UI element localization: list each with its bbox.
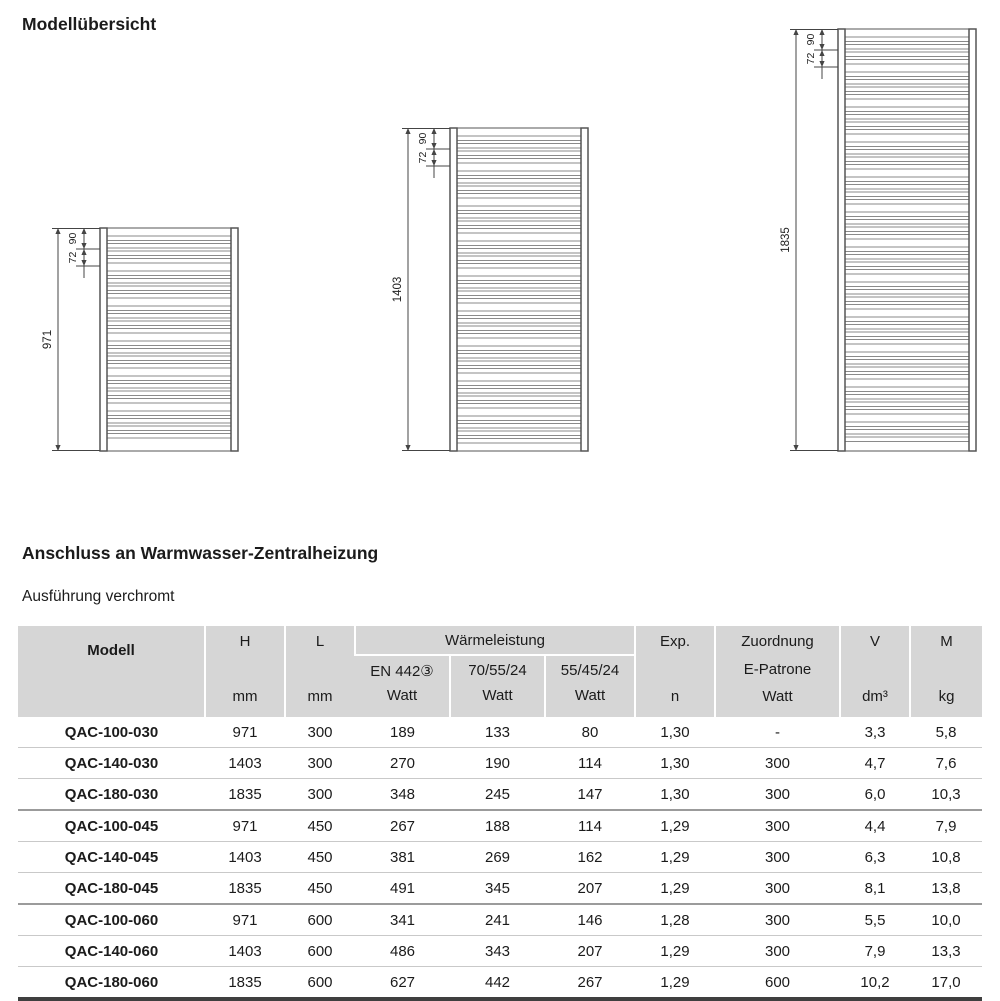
cell-zuordnung: 300 bbox=[715, 779, 840, 811]
table-row bbox=[18, 936, 982, 967]
cell-l: 450 bbox=[285, 810, 355, 842]
cell-h: 971 bbox=[205, 904, 285, 936]
table-row bbox=[18, 967, 982, 1000]
cell-exp: 1,30 bbox=[635, 717, 715, 748]
cell-exp: 1,29 bbox=[635, 967, 715, 1000]
svg-text:971: 971 bbox=[42, 329, 54, 350]
col-header-modell: Modell bbox=[18, 626, 205, 717]
cell-p7055: 245 bbox=[450, 779, 545, 811]
cell-h: 1403 bbox=[205, 936, 285, 967]
header-line: Watt bbox=[482, 687, 513, 704]
cell-v: 4,7 bbox=[840, 748, 910, 779]
svg-text:90: 90 bbox=[805, 33, 817, 46]
cell-p5545: 80 bbox=[545, 717, 635, 748]
table-row bbox=[18, 748, 982, 779]
header-line: kg bbox=[938, 688, 955, 705]
svg-text:72: 72 bbox=[417, 151, 429, 164]
cell-m: 7,6 bbox=[910, 748, 982, 779]
svg-text:90: 90 bbox=[67, 232, 79, 245]
cell-modell: QAC-140-030 bbox=[18, 748, 205, 779]
cell-l: 600 bbox=[285, 904, 355, 936]
cell-zuordnung: 300 bbox=[715, 748, 840, 779]
col-header-554524 bbox=[545, 655, 635, 717]
cell-zuordnung: 300 bbox=[715, 842, 840, 873]
cell-modell: QAC-180-030 bbox=[18, 779, 205, 811]
cell-p7055: 190 bbox=[450, 748, 545, 779]
col-header-h bbox=[205, 626, 285, 717]
cell-zuordnung: - bbox=[715, 717, 840, 748]
cell-p7055: 241 bbox=[450, 904, 545, 936]
header-line: M bbox=[940, 633, 953, 650]
header-line: L bbox=[315, 633, 325, 650]
cell-m: 7,9 bbox=[910, 810, 982, 842]
col-header-m bbox=[910, 626, 982, 717]
cell-modell: QAC-140-045 bbox=[18, 842, 205, 873]
col-header-waermeleistung: Wärmeleistung bbox=[355, 626, 635, 655]
cell-p5545: 162 bbox=[545, 842, 635, 873]
cell-exp: 1,29 bbox=[635, 936, 715, 967]
spec-table bbox=[18, 626, 982, 1001]
table-row bbox=[18, 873, 982, 905]
col-header-exp bbox=[635, 626, 715, 717]
svg-text:1403: 1403 bbox=[392, 276, 404, 303]
header-line: E-Patrone bbox=[743, 660, 812, 678]
cell-modell: QAC-100-045 bbox=[18, 810, 205, 842]
cell-exp: 1,30 bbox=[635, 748, 715, 779]
cell-v: 7,9 bbox=[840, 936, 910, 967]
cell-h: 1835 bbox=[205, 779, 285, 811]
cell-p7055: 269 bbox=[450, 842, 545, 873]
col-header-en442 bbox=[355, 655, 450, 717]
cell-p5545: 146 bbox=[545, 904, 635, 936]
svg-text:90: 90 bbox=[417, 132, 429, 145]
cell-p5545: 114 bbox=[545, 810, 635, 842]
table-row bbox=[18, 810, 982, 842]
cell-m: 10,8 bbox=[910, 842, 982, 873]
cell-l: 300 bbox=[285, 717, 355, 748]
section-title: Anschluss an Warmwasser-Zentralheizung bbox=[22, 543, 379, 563]
cell-zuordnung: 300 bbox=[715, 904, 840, 936]
cell-exp: 1,29 bbox=[635, 842, 715, 873]
cell-modell: QAC-180-045 bbox=[18, 873, 205, 905]
header-line: H bbox=[239, 633, 251, 650]
cell-h: 1403 bbox=[205, 842, 285, 873]
cell-en442: 627 bbox=[355, 967, 450, 1000]
svg-text:1835: 1835 bbox=[780, 227, 792, 253]
table-row bbox=[18, 842, 982, 873]
header-line: Watt bbox=[574, 687, 606, 704]
cell-zuordnung: 300 bbox=[715, 936, 840, 967]
cell-v: 6,0 bbox=[840, 779, 910, 811]
cell-exp: 1,30 bbox=[635, 779, 715, 811]
cell-l: 600 bbox=[285, 967, 355, 1000]
cell-p5545: 207 bbox=[545, 936, 635, 967]
cell-m: 13,8 bbox=[910, 873, 982, 905]
cell-modell: QAC-180-060 bbox=[18, 967, 205, 1000]
cell-p5545: 114 bbox=[545, 748, 635, 779]
cell-v: 5,5 bbox=[840, 904, 910, 936]
cell-l: 450 bbox=[285, 873, 355, 905]
cell-h: 1835 bbox=[205, 967, 285, 1000]
cell-en442: 341 bbox=[355, 904, 450, 936]
cell-v: 10,2 bbox=[840, 967, 910, 1000]
header-line: EN 442③ bbox=[370, 663, 434, 680]
cell-h: 971 bbox=[205, 810, 285, 842]
cell-modell: QAC-100-060 bbox=[18, 904, 205, 936]
header-line: 70/55/24 bbox=[468, 662, 527, 679]
cell-p7055: 188 bbox=[450, 810, 545, 842]
cell-l: 450 bbox=[285, 842, 355, 873]
cell-l: 300 bbox=[285, 779, 355, 811]
cell-en442: 348 bbox=[355, 779, 450, 811]
cell-zuordnung: 300 bbox=[715, 873, 840, 905]
table-row bbox=[18, 904, 982, 936]
cell-p7055: 442 bbox=[450, 967, 545, 1000]
header-line: mm bbox=[307, 688, 333, 705]
cell-h: 1403 bbox=[205, 748, 285, 779]
cell-m: 5,8 bbox=[910, 717, 982, 748]
table-row bbox=[18, 779, 982, 811]
col-header-v bbox=[840, 626, 910, 717]
cell-l: 600 bbox=[285, 936, 355, 967]
header-line: Exp. bbox=[659, 633, 690, 650]
col-header-l bbox=[285, 626, 355, 717]
table-row bbox=[18, 717, 982, 748]
cell-v: 8,1 bbox=[840, 873, 910, 905]
cell-h: 1835 bbox=[205, 873, 285, 905]
subtitle: Ausführung verchromt bbox=[22, 588, 175, 605]
cell-exp: 1,29 bbox=[635, 810, 715, 842]
cell-en442: 381 bbox=[355, 842, 450, 873]
cell-zuordnung: 300 bbox=[715, 810, 840, 842]
header-line: V bbox=[869, 633, 880, 650]
cell-en442: 270 bbox=[355, 748, 450, 779]
cell-p7055: 343 bbox=[450, 936, 545, 967]
header-line: Zuordnung bbox=[741, 633, 814, 650]
radiator-diagram-small bbox=[42, 224, 242, 455]
cell-exp: 1,29 bbox=[635, 873, 715, 905]
svg-text:72: 72 bbox=[67, 251, 79, 264]
svg-text:72: 72 bbox=[805, 52, 817, 65]
header-line: n bbox=[670, 688, 680, 705]
cell-exp: 1,28 bbox=[635, 904, 715, 936]
spec-table-body bbox=[18, 717, 982, 999]
col-header-705524 bbox=[450, 655, 545, 717]
cell-en442: 486 bbox=[355, 936, 450, 967]
cell-p7055: 133 bbox=[450, 717, 545, 748]
cell-h: 971 bbox=[205, 717, 285, 748]
cell-modell: QAC-100-030 bbox=[18, 717, 205, 748]
cell-p7055: 345 bbox=[450, 873, 545, 905]
radiator-diagram-large bbox=[780, 25, 980, 455]
header-line: Watt bbox=[762, 688, 793, 705]
cell-p5545: 267 bbox=[545, 967, 635, 1000]
cell-m: 17,0 bbox=[910, 967, 982, 1000]
cell-modell: QAC-140-060 bbox=[18, 936, 205, 967]
cell-v: 6,3 bbox=[840, 842, 910, 873]
cell-v: 3,3 bbox=[840, 717, 910, 748]
header-line: Watt bbox=[386, 687, 418, 704]
cell-en442: 267 bbox=[355, 810, 450, 842]
col-header-zuordnung bbox=[715, 626, 840, 717]
header-line: 55/45/24 bbox=[560, 662, 620, 679]
radiator-diagram-medium bbox=[392, 124, 592, 455]
cell-en442: 189 bbox=[355, 717, 450, 748]
cell-zuordnung: 600 bbox=[715, 967, 840, 1000]
cell-m: 10,0 bbox=[910, 904, 982, 936]
cell-l: 300 bbox=[285, 748, 355, 779]
header-line: mm bbox=[232, 688, 258, 705]
cell-p5545: 207 bbox=[545, 873, 635, 905]
page-title: Modellübersicht bbox=[22, 14, 157, 34]
cell-m: 10,3 bbox=[910, 779, 982, 811]
cell-en442: 491 bbox=[355, 873, 450, 905]
header-line: dm³ bbox=[862, 688, 888, 705]
cell-v: 4,4 bbox=[840, 810, 910, 842]
cell-p5545: 147 bbox=[545, 779, 635, 811]
cell-m: 13,3 bbox=[910, 936, 982, 967]
